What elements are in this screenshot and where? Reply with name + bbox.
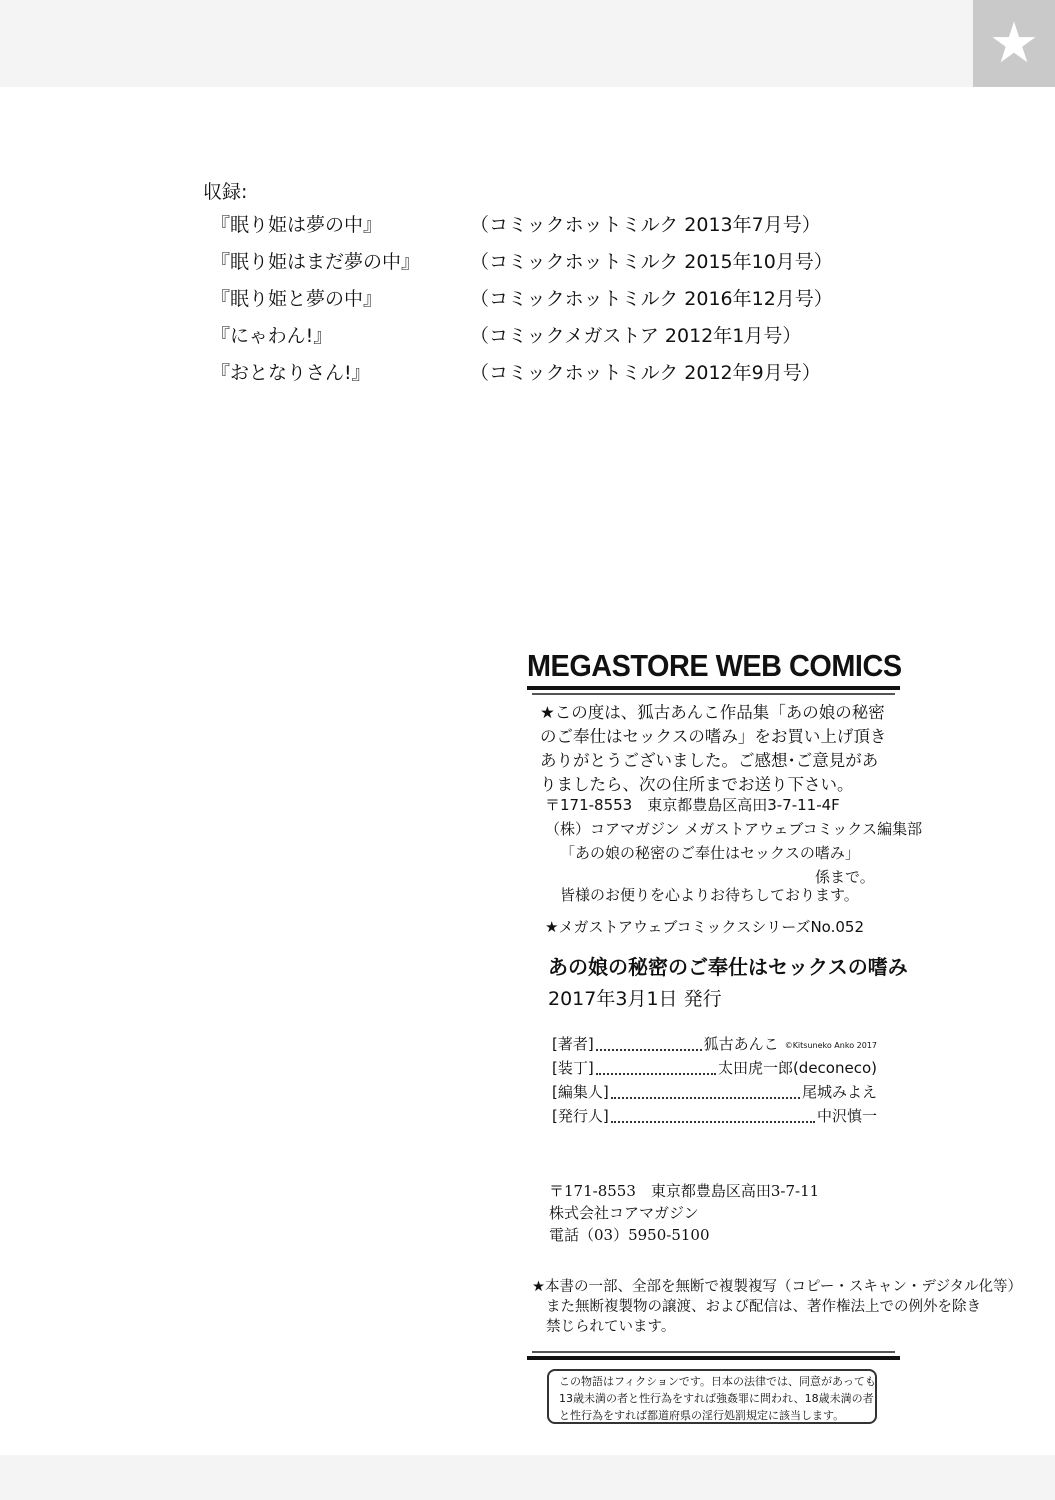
credit-row <box>552 1105 877 1129</box>
publisher-info <box>549 1180 819 1246</box>
recording-title: 『眠り姫は夢の中』 <box>211 214 383 236</box>
text-line: ★本書の一部、全部を無断で複製複写（コピー・スキャン・デジタル化等） <box>532 1279 1023 1295</box>
fiction-notice <box>547 1369 877 1424</box>
closing-text: 皆様のお便りを心よりお待ちしております。 <box>560 886 859 904</box>
leader-dots <box>596 1057 716 1075</box>
credit-row <box>552 1057 877 1081</box>
credit-role: [装丁] <box>552 1059 594 1077</box>
leader-dots <box>596 1033 702 1051</box>
recording-title: 『眠り姫と夢の中』 <box>211 288 383 310</box>
recording-source: （コミックホットミルク 2015年10月号） <box>470 251 833 273</box>
editorial-address <box>545 793 922 889</box>
text-line: この物語はフィクションです。日本の法律では、同意があっても <box>559 1375 876 1388</box>
leader-dots <box>611 1105 815 1123</box>
text-line: （株）コアマガジン メガストアウェブコミックス編集部 <box>545 820 923 838</box>
leader-dots <box>611 1081 800 1099</box>
recording-source: （コミックホットミルク 2012年9月号） <box>470 362 821 384</box>
text-line: 「あの娘の秘密のご奉仕はセックスの嗜み」 <box>560 844 860 862</box>
text-line: 〒171-8553 東京都豊島区高田3-7-11 <box>549 1182 820 1200</box>
credit-role: [編集人] <box>552 1083 609 1101</box>
thanks-text <box>540 701 886 797</box>
divider <box>532 1351 895 1353</box>
text-line: 〒171-8553 東京都豊島区高田3-7-11-4F <box>545 796 840 814</box>
recording-label: 収録: <box>203 181 248 203</box>
recording-title: 『おとなりさん!』 <box>211 362 371 384</box>
text-line: ありがとうございました。ご感想･ご意見があ <box>540 751 879 770</box>
credit-row <box>552 1033 877 1057</box>
recording-source: （コミックメガストア 2012年1月号） <box>470 325 802 347</box>
text-line: ★この度は、狐古あんこ作品集「あの娘の秘密 <box>540 703 885 722</box>
credit-role: [発行人] <box>552 1107 609 1125</box>
credit-name: 尾城みよえ <box>801 1083 877 1101</box>
credit-name: 太田虎一郎(deconeco) <box>717 1059 877 1077</box>
text-line: 電話（03）5950-5100 <box>549 1226 710 1244</box>
divider <box>527 1356 900 1360</box>
series-number: ★メガストアウェブコミックスシリーズNo.052 <box>545 918 864 936</box>
text-line: 13歳未満の者と性行為をすれば強姦罪に問われ、18歳未満の者 <box>559 1392 874 1405</box>
book-title: あの娘の秘密のご奉仕はセックスの嗜み <box>548 955 908 979</box>
credit-row <box>552 1081 877 1105</box>
recording-source: （コミックホットミルク 2016年12月号） <box>470 288 833 310</box>
credit-role: [著者] <box>552 1035 594 1053</box>
recording-title: 『眠り姫はまだ夢の中』 <box>211 251 421 273</box>
divider <box>532 693 895 695</box>
recording-title: 『にゃわん!』 <box>211 325 333 347</box>
recording-source: （コミックホットミルク 2013年7月号） <box>470 214 821 236</box>
publish-date: 2017年3月1日 発行 <box>548 988 722 1010</box>
credit-note: ©Kitsuneko Anko 2017 <box>784 1040 877 1050</box>
credit-name: 中沢慎一 <box>816 1107 877 1125</box>
credits <box>552 1033 877 1129</box>
copyright-notice <box>532 1277 1022 1337</box>
text-line: りましたら、次の住所までお送り下さい。 <box>540 775 854 794</box>
credit-name: 狐古あんこ <box>703 1035 779 1053</box>
text-line: 係まで。 <box>815 868 875 886</box>
text-line: と性行為をすれば都道府県の淫行処罰規定に該当します。 <box>559 1409 845 1422</box>
text-line: 禁じられています。 <box>546 1319 676 1335</box>
top-bar <box>0 0 1055 87</box>
brand-title: MEGASTORE WEB COMICS <box>527 648 902 683</box>
text-line: 株式会社コアマガジン <box>549 1204 699 1222</box>
divider <box>527 686 900 690</box>
star-icon: ★ <box>973 0 1055 87</box>
text-line: のご奉仕はセックスの嗜み」をお買い上げ頂き <box>540 727 887 746</box>
text-line: また無断複製物の譲渡、および配信は、著作権法上での例外を除き <box>546 1299 981 1315</box>
bottom-bar <box>0 1455 1055 1500</box>
